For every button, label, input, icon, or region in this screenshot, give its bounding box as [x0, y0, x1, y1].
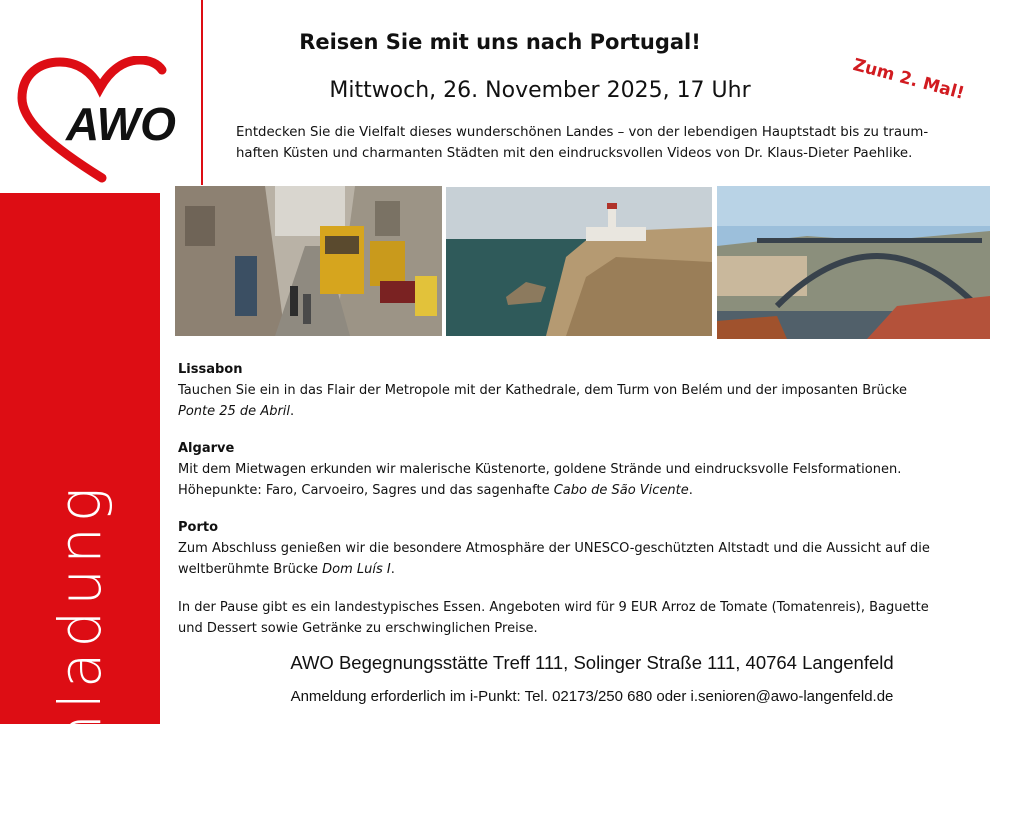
page-title: Reisen Sie mit uns nach Portugal! — [299, 30, 701, 54]
text-lissabon-line2 — [178, 401, 988, 422]
intro-line-2: haften Küsten und charmanten Städten mit den eindrucksvollen Videos von Dr. Klaus-Dieter Paehlike. — [236, 146, 913, 161]
intro-line-1: Entdecken Sie die Vielfalt dieses wunderschönen Landes – von der lebendigen Hauptstadt bis zu traum- — [236, 125, 929, 140]
event-date: Mittwoch, 26. November 2025, 17 Uhr — [329, 78, 751, 103]
heading-lissabon: Lissabon — [178, 362, 243, 377]
section-lissabon — [178, 359, 988, 422]
divider-line — [201, 0, 203, 185]
period: . — [688, 483, 693, 498]
section-porto — [178, 517, 988, 580]
porto-bridge-text: weltberühmte Brücke — [178, 562, 323, 577]
registration-contact: Anmeldung erforderlich im i-Punkt: Tel. 02173/250 680 oder i.senioren@awo-langenfeld.de — [290, 688, 894, 705]
italic-ponte: Ponte 25 de Abril — [178, 404, 291, 419]
text-porto-1: Zum Abschluss genießen wir die besondere Atmosphäre der UNESCO-geschützten Altstadt und die Aussicht auf die — [178, 541, 930, 556]
text-lissabon: Tauchen Sie ein in das Flair der Metropole mit der Kathedrale, dem Turm von Belém und der imposanten Brücke — [178, 383, 907, 398]
text-pause-2: und Dessert sowie Getränke zu erschwinglichen Preise. — [178, 621, 538, 636]
section-pause — [178, 597, 988, 639]
period: . — [390, 562, 395, 577]
photo-lissabon — [175, 186, 442, 336]
awo-logo — [14, 56, 184, 186]
repeat-badge: Zum 2. Mal! — [850, 55, 967, 104]
photo-algarve — [446, 187, 712, 336]
text-pause-1: In der Pause gibt es ein landestypisches Essen. Angeboten wird für 9 EUR Arroz de Tomate (Tomatenreis), Baguette — [178, 600, 929, 615]
logo-text: AWO — [66, 98, 176, 150]
intro-text — [236, 122, 996, 164]
sidebar-band — [0, 193, 160, 814]
heading-algarve: Algarve — [178, 441, 235, 456]
algarve-highlights: Höhepunkte: Faro, Carvoeiro, Sagres und das sagenhafte — [178, 483, 554, 498]
venue-address: AWO Begegnungsstätte Treff 111, Solinger Straße 111, 40764 Langenfeld — [290, 652, 894, 673]
heading-porto: Porto — [178, 520, 219, 535]
text-algarve-2 — [178, 480, 988, 501]
photo-porto — [717, 186, 990, 339]
section-algarve — [178, 438, 988, 501]
text-porto-2 — [178, 559, 988, 580]
italic-cabo: Cabo de São Vicente — [553, 483, 689, 498]
italic-dom-luis: Dom Luís I — [322, 562, 391, 577]
period: . — [290, 404, 295, 419]
text-algarve-1: Mit dem Mietwagen erkunden wir malerische Küstenorte, goldene Strände und eindrucksvolle Felsformationen. — [178, 462, 902, 477]
invitation-title: Einladung — [46, 482, 114, 814]
